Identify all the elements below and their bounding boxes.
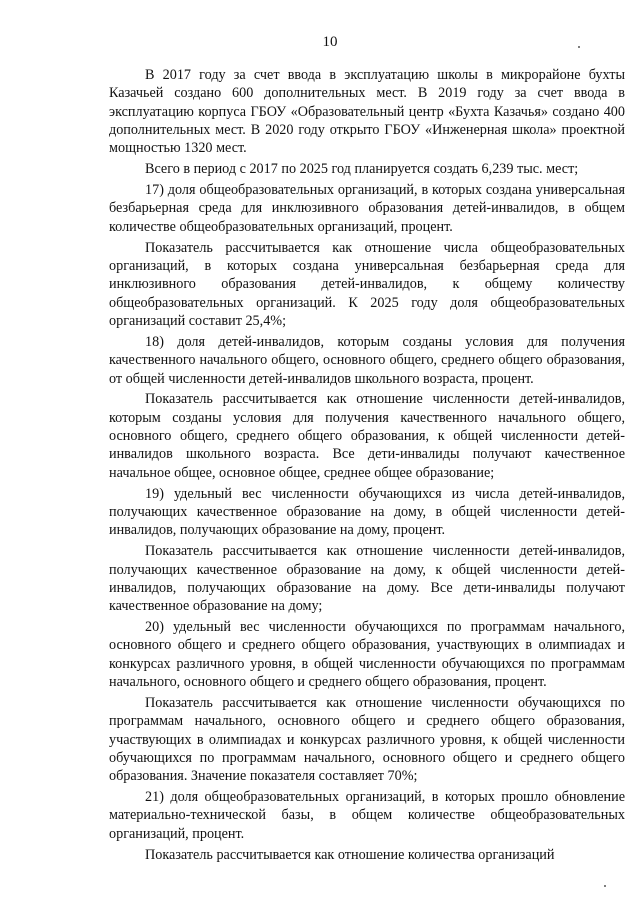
- scan-speck: [578, 46, 580, 48]
- paragraph-indicator-17: 17) доля общеобразовательных организаций, в которых создана универсальная безбарьерная среда для инклюзивного образования детей-инвалидов, в общем количестве общеобразовательных организаций, процент.: [109, 182, 625, 235]
- paragraph-indicator-20: 20) удельный вес численности обучающихся по программам начального, основного общего и среднего общего образования, участвующих в олимпиадах и конкурсах различного уровня, в общей численности обучающихся по программам начального, основного общего и среднего общего образования, процент.: [109, 619, 625, 690]
- scan-speck: [604, 885, 606, 887]
- paragraph-indicator-21: 21) доля общеобразовательных организаций, в которых прошло обновление материально-технической базы, в общем количестве общеобразовательных организаций, процент.: [109, 789, 625, 842]
- document-body: [109, 66, 625, 864]
- paragraph-indicator-21-calculation: Показатель рассчитывается как отношение количества организаций: [145, 846, 555, 863]
- paragraph-capacity-history: В 2017 году за счет ввода в эксплуатацию школы в микрорайоне бухты Казачьей создано 600 дополнительных мест. В 2019 году за счет ввода в эксплуатацию корпуса ГБОУ «Образовательный центр «Бухта Казачья» создано 400 дополнительных мест. В 2020 году открыто ГБОУ «Инженерная школа» проектной мощностью 1320 мест.: [109, 67, 625, 157]
- paragraph-indicator-17-calculation: Показатель рассчитывается как отношение числа общеобразовательных организаций, в которых создана универсальная безбарьерная среда для инклюзивного образования детей-инвалидов, к общему количеству общеобразовательных организаций. К 2025 году доля общеобразовательных организаций составит 25,4%;: [109, 239, 625, 329]
- paragraph-total-places: Всего в период с 2017 по 2025 год планируется создать 6,239 тыс. мест;: [145, 161, 579, 178]
- paragraph-indicator-19-calculation: Показатель рассчитывается как отношение численности детей-инвалидов, получающих качественное образование на дому, к общей численности детей-инвалидов, получающих образование на дому. Все дети-инвалиды получают качественное образование на дому;: [109, 543, 625, 615]
- paragraph-indicator-18-calculation: Показатель рассчитывается как отношение численности детей-инвалидов, которым созданы условия для получения качественного начального общего, основного общего, среднего общего образования, к общей численности детей-инвалидов школьного возраста. Все дети-инвалиды получают качественное начальное общее, основное общее, среднее общее образование;: [109, 391, 625, 481]
- page-number: 10: [322, 34, 338, 50]
- paragraph-indicator-18: 18) доля детей-инвалидов, которым созданы условия для получения качественного начального общего, основного общего, среднего общего образования, от общей численности детей-инвалидов школьного возраста, процент.: [109, 333, 625, 387]
- paragraph-indicator-19: 19) удельный вес численности обучающихся из числа детей-инвалидов, получающих качественное образование на дому, в общей численности детей-инвалидов, получающих образование на дому, процент.: [109, 485, 625, 539]
- paragraph-indicator-20-calculation: Показатель рассчитывается как отношение численности обучающихся по программам начального, основного общего и среднего общего образования, участвующих в олимпиадах и конкурсах различного уровня, к общей численности обучающихся по программам начального, основного общего и среднего общего образования. Значение показателя составляет 70%;: [109, 694, 625, 785]
